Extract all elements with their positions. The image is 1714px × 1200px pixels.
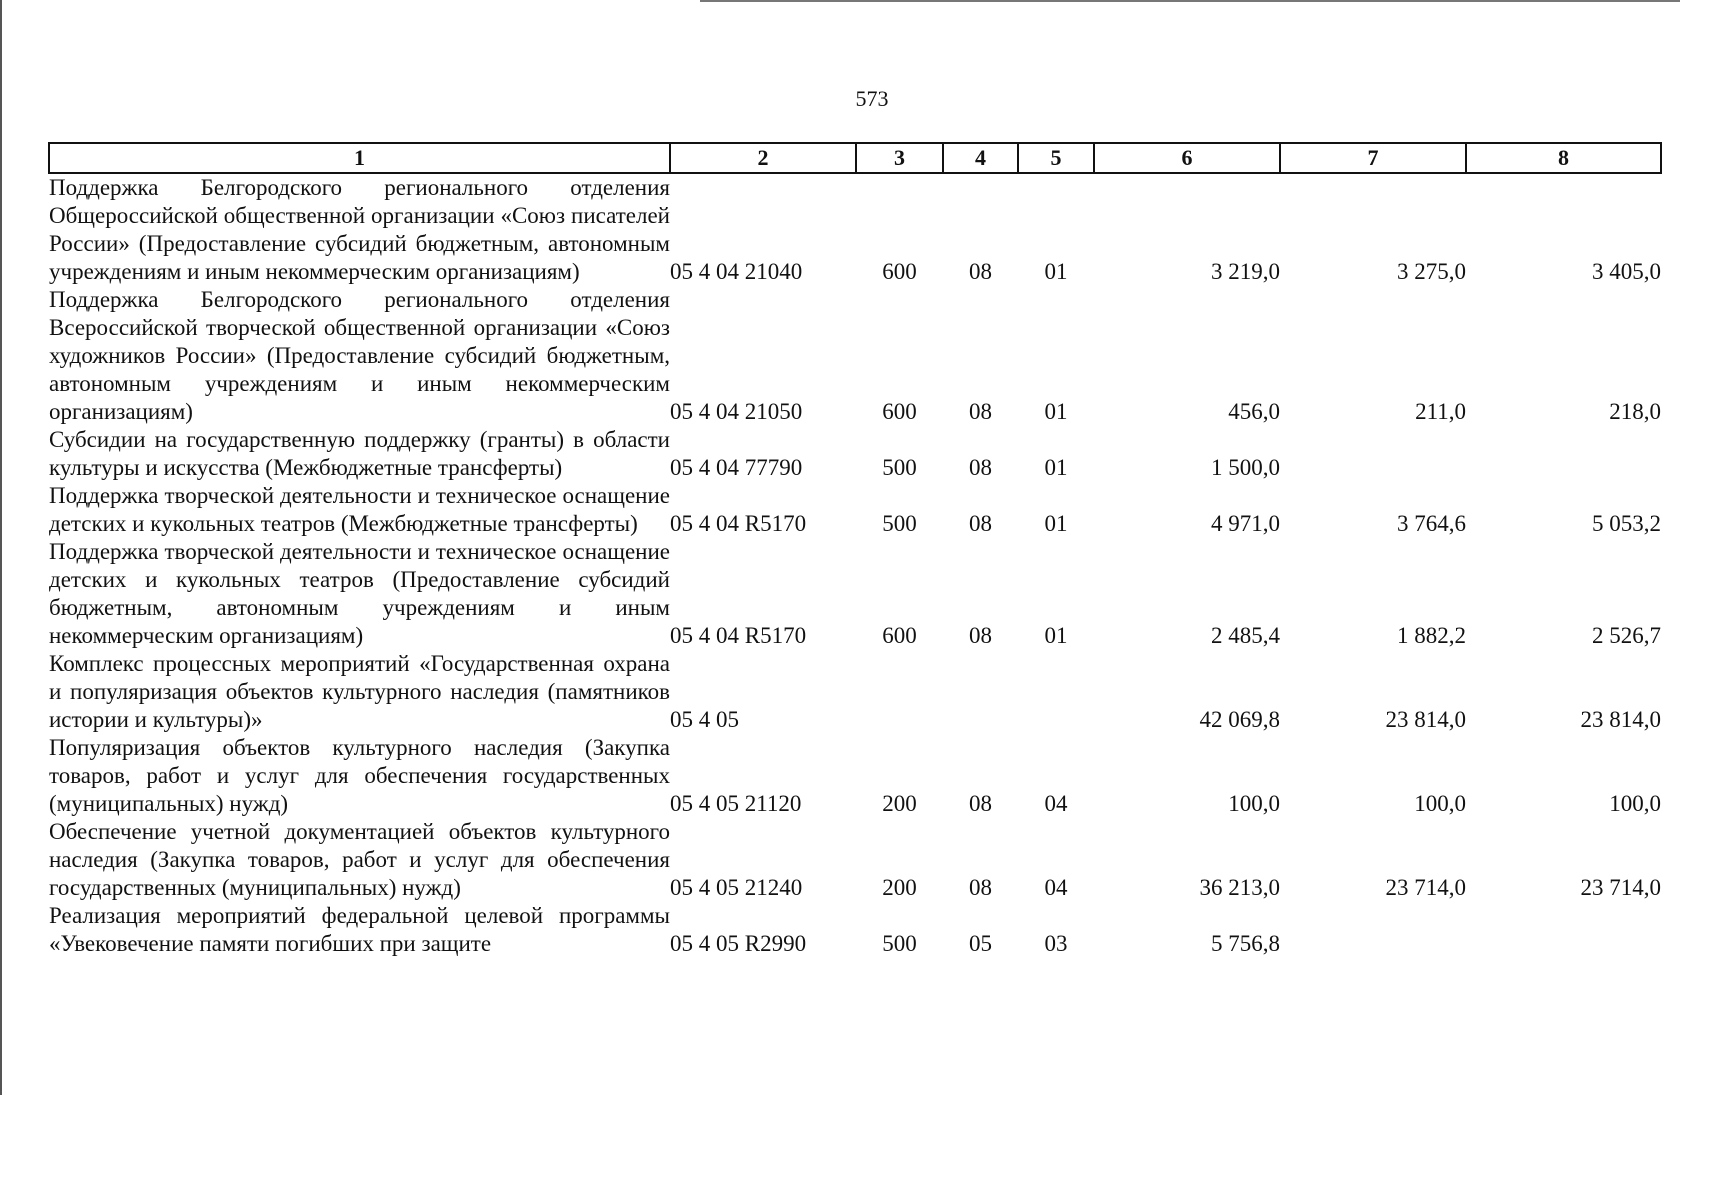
table-row bbox=[49, 650, 1661, 734]
row-amount-col6: 456,0 bbox=[1228, 399, 1280, 424]
row-expense-type: 600 bbox=[882, 399, 917, 424]
table-row bbox=[49, 818, 1661, 902]
row-expense-type: 500 bbox=[882, 511, 917, 536]
row-name: Популяризация объектов культурного наследия (Закупка товаров, работ и услуг для обеспечения государственных (муниципальных) нужд) bbox=[49, 735, 670, 816]
row-name: Поддержка Белгородского регионального отделения Общероссийской общественной организации «Союз писателей России» (Предоставление субсидий бюджетным, автономным учреждениям и иным некоммерческим организациям) bbox=[49, 175, 670, 284]
row-amount-col7: 23 814,0 bbox=[1385, 707, 1466, 732]
table-row bbox=[49, 902, 1661, 958]
row-amount-col7: 3 764,6 bbox=[1397, 511, 1466, 536]
row-section: 08 bbox=[969, 875, 992, 900]
row-amount-col6: 3 219,0 bbox=[1211, 259, 1280, 284]
column-header-1: 1 bbox=[49, 143, 670, 173]
row-section bbox=[943, 650, 1018, 734]
row-amount-col7 bbox=[1280, 426, 1466, 482]
row-expense-type: 600 bbox=[882, 259, 917, 284]
row-target-code: 05 4 05 R2990 bbox=[670, 931, 807, 956]
row-expense-type: 600 bbox=[882, 623, 917, 648]
row-subsection bbox=[1018, 650, 1094, 734]
row-name: Реализация мероприятий федеральной целевой программы «Увековечение памяти погибших при защите bbox=[49, 903, 670, 956]
row-subsection: 04 bbox=[1044, 791, 1068, 816]
row-target-code: 05 4 05 21240 bbox=[670, 875, 803, 900]
table-row bbox=[49, 173, 1661, 286]
row-section: 08 bbox=[969, 623, 992, 648]
row-subsection: 01 bbox=[1044, 623, 1068, 648]
row-amount-col6: 42 069,8 bbox=[1199, 707, 1280, 732]
table-row bbox=[49, 426, 1661, 482]
row-section: 08 bbox=[969, 791, 992, 816]
row-amount-col7: 1 882,2 bbox=[1397, 623, 1466, 648]
row-amount-col6: 2 485,4 bbox=[1211, 623, 1280, 648]
row-target-code: 05 4 04 77790 bbox=[670, 455, 803, 480]
column-header-7: 7 bbox=[1280, 143, 1466, 173]
column-header-6: 6 bbox=[1094, 143, 1280, 173]
row-expense-type: 200 bbox=[882, 791, 917, 816]
row-amount-col7: 3 275,0 bbox=[1397, 259, 1466, 284]
page-edge-top bbox=[700, 0, 1680, 2]
column-header-2: 2 bbox=[670, 143, 856, 173]
row-amount-col6: 5 756,8 bbox=[1211, 931, 1280, 956]
column-header-8: 8 bbox=[1466, 143, 1661, 173]
row-subsection: 04 bbox=[1044, 875, 1068, 900]
row-amount-col8: 5 053,2 bbox=[1592, 511, 1661, 536]
row-amount-col7: 100,0 bbox=[1414, 791, 1466, 816]
column-header-3: 3 bbox=[856, 143, 943, 173]
header-row bbox=[49, 143, 1661, 173]
row-section: 08 bbox=[969, 511, 992, 536]
row-amount-col8: 23 814,0 bbox=[1580, 707, 1661, 732]
row-amount-col8: 3 405,0 bbox=[1592, 259, 1661, 284]
row-target-code: 05 4 04 R5170 bbox=[670, 623, 807, 648]
row-subsection: 01 bbox=[1044, 511, 1068, 536]
row-amount-col8 bbox=[1466, 426, 1661, 482]
row-subsection: 01 bbox=[1044, 455, 1068, 480]
row-subsection: 01 bbox=[1044, 399, 1068, 424]
row-amount-col6: 4 971,0 bbox=[1211, 511, 1280, 536]
table-body bbox=[49, 173, 1661, 958]
row-name: Поддержка творческой деятельности и техническое оснащение детских и кукольных театров (Предоставление субсидий бюджетным, автономным учреждениям и иным некоммерческим организациям) bbox=[49, 539, 670, 648]
row-target-code: 05 4 05 bbox=[670, 707, 739, 732]
row-amount-col6: 1 500,0 bbox=[1211, 455, 1280, 480]
row-name: Поддержка Белгородского регионального отделения Всероссийской творческой общественной организации «Союз художников России» (Предоставление субсидий бюджетным, автономным учреждениям и иным некоммерческим организациям) bbox=[49, 287, 670, 424]
table-row bbox=[49, 482, 1661, 538]
row-amount-col6: 36 213,0 bbox=[1199, 875, 1280, 900]
row-subsection: 01 bbox=[1044, 259, 1068, 284]
row-target-code: 05 4 04 21040 bbox=[670, 259, 803, 284]
row-amount-col8: 23 714,0 bbox=[1580, 875, 1661, 900]
row-target-code: 05 4 04 21050 bbox=[670, 399, 803, 424]
row-expense-type: 500 bbox=[882, 455, 917, 480]
row-amount-col7: 211,0 bbox=[1415, 399, 1466, 424]
table-row bbox=[49, 286, 1661, 426]
row-subsection: 03 bbox=[1044, 931, 1068, 956]
column-header-5: 5 bbox=[1018, 143, 1094, 173]
row-section: 08 bbox=[969, 455, 992, 480]
row-expense-type: 200 bbox=[882, 875, 917, 900]
row-name: Обеспечение учетной документацией объектов культурного наследия (Закупка товаров, работ и услуг для обеспечения государственных (муниципальных) нужд) bbox=[49, 819, 670, 900]
row-amount-col8 bbox=[1466, 902, 1661, 958]
row-amount-col7: 23 714,0 bbox=[1385, 875, 1466, 900]
row-amount-col6: 100,0 bbox=[1228, 791, 1280, 816]
table-row bbox=[49, 734, 1661, 818]
row-amount-col8: 100,0 bbox=[1609, 791, 1661, 816]
row-name: Поддержка творческой деятельности и техническое оснащение детских и кукольных театров (Межбюджетные трансферты) bbox=[49, 483, 670, 536]
table-row bbox=[49, 538, 1661, 650]
row-amount-col8: 218,0 bbox=[1609, 399, 1661, 424]
row-target-code: 05 4 05 21120 bbox=[670, 791, 802, 816]
row-section: 05 bbox=[969, 931, 992, 956]
row-section: 08 bbox=[969, 399, 992, 424]
row-expense-type bbox=[856, 650, 943, 734]
row-amount-col7 bbox=[1280, 902, 1466, 958]
page-edge-left bbox=[0, 0, 2, 1095]
row-expense-type: 500 bbox=[882, 931, 917, 956]
column-header-4: 4 bbox=[943, 143, 1018, 173]
row-section: 08 bbox=[969, 259, 992, 284]
page-number: 573 bbox=[855, 86, 889, 111]
row-amount-col8: 2 526,7 bbox=[1592, 623, 1661, 648]
budget-table bbox=[48, 142, 1662, 958]
row-target-code: 05 4 04 R5170 bbox=[670, 511, 807, 536]
row-name: Комплекс процессных мероприятий «Государственная охрана и популяризация объектов культурного наследия (памятников истории и культуры)» bbox=[49, 651, 670, 732]
row-name: Субсидии на государственную поддержку (гранты) в области культуры и искусства (Межбюджетные трансферты) bbox=[49, 427, 670, 480]
